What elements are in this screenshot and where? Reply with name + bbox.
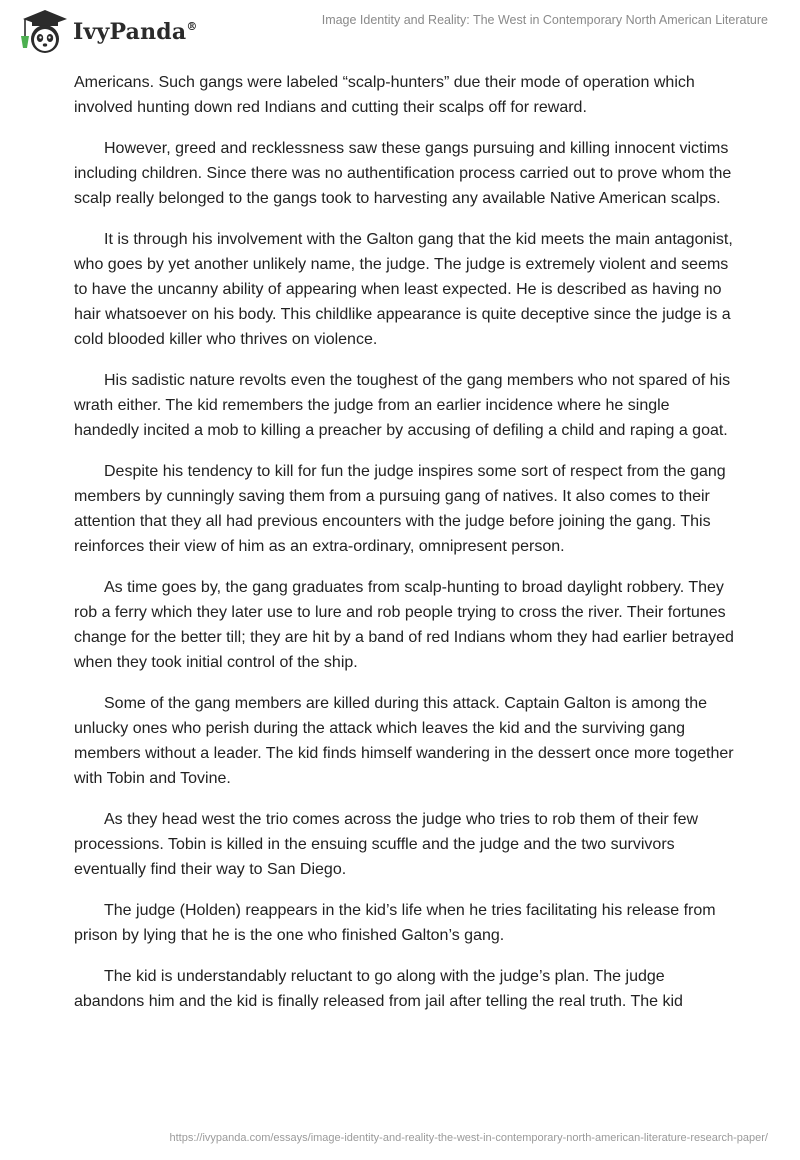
paragraph: Despite his tendency to kill for fun the judge inspires some sort of respect from the gang members by cunningly saving them from a pursuing gang of natives. It also comes to their attention that they all had previous encounters with the judge before joining the gang. This reinforces their view of him as an extra-ordinary, omnipresent person. (74, 463, 726, 555)
graduate-panda-logo-icon (15, 6, 71, 56)
paragraph: The judge (Holden) reappears in the kid’s life when he tries facilitating his release from prison by lying that he is the one who finished Galton’s gang. (74, 902, 716, 944)
page-header (0, 0, 800, 62)
paragraph: The kid is understandably reluctant to go along with the judge’s plan. The judge abandons him and the kid is finally released from jail after telling the real truth. The kid (74, 968, 683, 1010)
paragraph: Americans. Such gangs were labeled “scalp-hunters” due their mode of operation which involved hunting down red Indians and cutting their scalps off for reward. (74, 74, 695, 116)
essay-body (74, 70, 734, 1030)
brand-logo[interactable] (15, 6, 198, 56)
document-title: Image Identity and Reality: The West in Contemporary North American Literature (321, 13, 768, 27)
source-url[interactable]: https://ivypanda.com/essays/image-identity-and-reality-the-west-in-contemporary-north-american-literature-research-paper/ (169, 1132, 768, 1144)
paragraph: His sadistic nature revolts even the toughest of the gang members who not spared of his wrath either. The kid remembers the judge from an earlier incidence where he single handedly incited a mob to killing a preacher by accusing of defiling a child and raping a goat. (74, 372, 731, 439)
brand-name: IvyPanda® (73, 19, 198, 45)
paragraph: As time goes by, the gang graduates from scalp-hunting to broad daylight robbery. They rob a ferry which they later use to lure and rob people trying to cross the river. Their fortunes change for the better till; they are hit by a band of red Indians whom they had earlier betrayed when they took initial control of the ship. (74, 579, 734, 671)
paragraph: Some of the gang members are killed during this attack. Captain Galton is among the unlucky ones who perish during the attack which leaves the kid and the surviving gang members without a leader. The kid finds himself wandering in the dessert once more together with Tobin and Tovine. (74, 695, 734, 787)
paragraph: As they head west the trio comes across the judge who tries to rob them of their few processions. Tobin is killed in the ensuing scuffle and the judge and the two survivors eventually find their way to San Diego. (74, 811, 699, 878)
paragraph: However, greed and recklessness saw these gangs pursuing and killing innocent victims including children. Since there was no authentification process carried out to prove whom the scalp really belonged to the gangs took to harvesting any available Native American scalps. (74, 140, 732, 207)
paragraph: It is through his involvement with the Galton gang that the kid meets the main antagonist, who goes by yet another unlikely name, the judge. The judge is extremely violent and seems to have the uncanny ability of appearing when least expected. He is described as having no hair whatsoever on his body. This childlike appearance is quite deceptive since the judge is a cold blooded killer who thrives on violence. (74, 231, 733, 348)
